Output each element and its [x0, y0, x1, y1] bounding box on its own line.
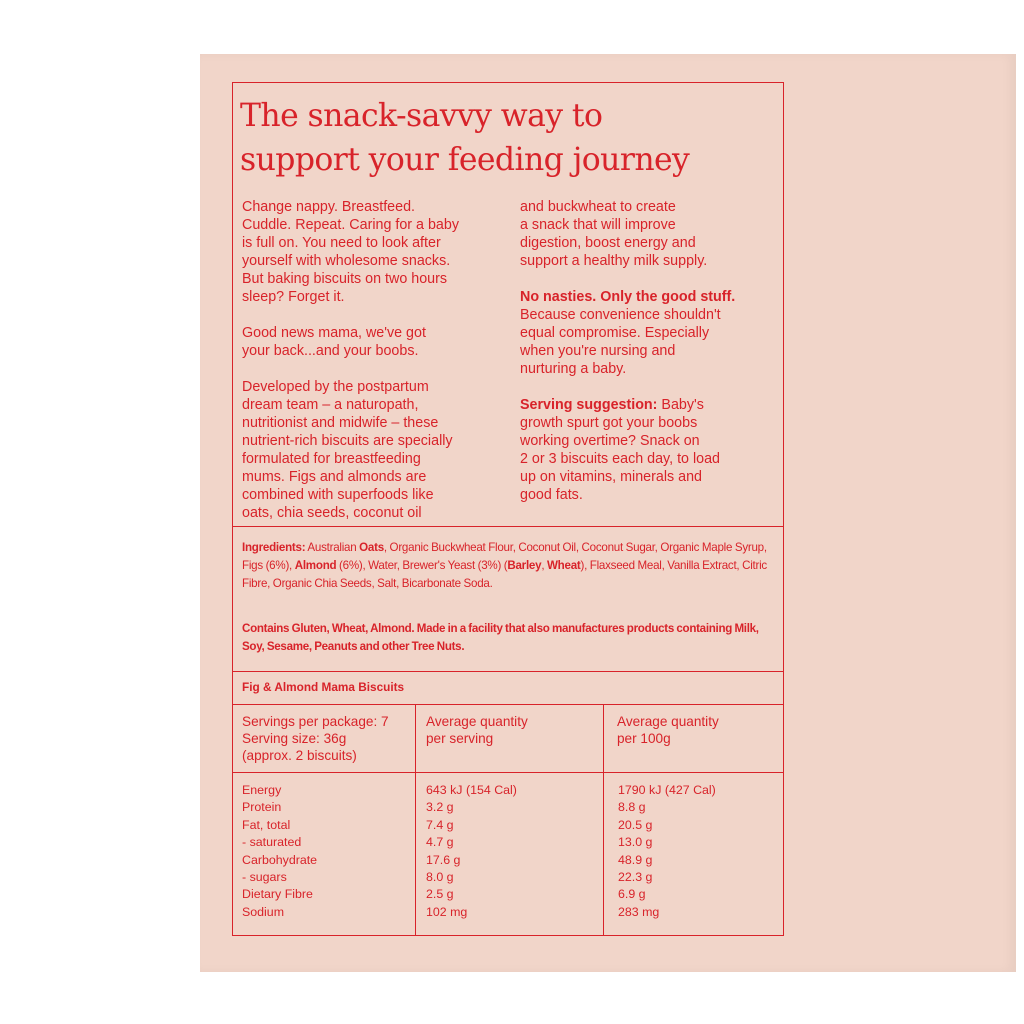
header-line: Average quantity: [426, 714, 528, 729]
developed-by-paragraph: [242, 378, 512, 522]
nutrient-value: 4.7 g: [426, 835, 454, 850]
header-line: per serving: [426, 730, 494, 746]
no-nasties-heading: No nasties. Only the good stuff.: [520, 289, 736, 305]
text-line: oats, chia seeds, coconut oil: [242, 505, 422, 521]
text-fragment: Baby's: [657, 397, 704, 413]
nutrient-name: Protein: [242, 800, 282, 815]
text-line: and buckwheat to create: [520, 199, 676, 215]
text-line: support a healthy milk supply.: [520, 253, 708, 269]
text-line: Cuddle. Repeat. Caring for a baby: [242, 217, 459, 233]
nutrient-value: 17.6 g: [426, 852, 461, 867]
text-line: a snack that will improve: [520, 217, 676, 233]
text-line: Good news mama, we've got: [242, 325, 426, 341]
text-fragment: , Organic Buckwheat Flour, Coconut Oil, Coconut Sugar, Organic Maple Syrup, Figs (6%),: [242, 541, 767, 572]
nutrient-name: Carbohydrate: [242, 852, 318, 867]
servings-info: [242, 714, 389, 764]
text-fragment: ,: [541, 559, 547, 572]
ingredients-label: Ingredients:: [242, 541, 306, 554]
text-line: good fats.: [520, 487, 583, 503]
divider: [232, 704, 784, 705]
text-line: growth spurt got your boobs: [520, 415, 698, 431]
column-divider: [603, 704, 604, 936]
text-line: nurturing a baby.: [520, 361, 627, 377]
text-line: Because convenience shouldn't: [520, 307, 721, 323]
good-news-paragraph: [242, 324, 512, 360]
text-line: when you're nursing and: [520, 343, 676, 359]
nutrient-names: [242, 782, 317, 921]
headline: [240, 94, 780, 182]
text-line: working overtime? Snack on: [520, 433, 700, 449]
nutrient-value: 283 mg: [618, 904, 660, 919]
nutrition-panel-title: Fig & Almond Mama Biscuits: [242, 680, 405, 694]
text-line: is full on. You need to look after: [242, 235, 441, 251]
text-line: nutrient-rich biscuits are specially: [242, 433, 453, 449]
text-line: formulated for breastfeeding: [242, 451, 421, 467]
divider: [232, 772, 784, 773]
nutrient-value: 6.9 g: [618, 887, 646, 902]
nutrient-value: 2.5 g: [426, 887, 454, 902]
allergen-statement: Contains Gluten, Wheat, Almond. Made in a facility that also manufactures products containing Milk, Soy, Sesame, Peanuts and other Tree Nuts.: [242, 622, 759, 653]
per-serving-values: [426, 782, 517, 921]
left-text-column: [242, 198, 512, 522]
text-line: sleep? Forget it.: [242, 289, 345, 305]
text-line: yourself with wholesome snacks.: [242, 253, 451, 269]
text-line: Developed by the postpartum: [242, 379, 429, 395]
nutrient-value: 48.9 g: [618, 852, 653, 867]
per-100g-values: [618, 782, 716, 921]
nutrient-value: 20.5 g: [618, 817, 653, 832]
nutrient-value: 102 mg: [426, 904, 468, 919]
serving-size: Serving size: 36g: [242, 730, 347, 746]
nutrient-name: - saturated: [242, 835, 302, 850]
text-line: dream team – a naturopath,: [242, 397, 419, 413]
nutrient-name: Fat, total: [242, 817, 291, 832]
allergen-almond: Almond: [294, 559, 337, 572]
text-fragment: ), Flaxseed Meal, Vanilla Extract, Citric Fibre, Organic Chia Seeds, Salt, Bicarbonate Soda.: [242, 559, 767, 590]
servings-per-package: Servings per package: 7: [242, 714, 389, 729]
nutrient-value: 22.3 g: [618, 870, 653, 885]
nutrient-value: 7.4 g: [426, 817, 454, 832]
header-line: per 100g: [617, 730, 671, 746]
nutrient-value: 8.8 g: [618, 800, 646, 815]
text-line: 2 or 3 biscuits each day, to load: [520, 451, 721, 467]
divider: [232, 526, 784, 527]
per-serving-header: [426, 714, 528, 748]
nutrient-value: 8.0 g: [426, 870, 454, 885]
per-100g-header: [617, 714, 719, 748]
text-line: Change nappy. Breastfeed.: [242, 199, 416, 215]
right-text-column: [520, 198, 780, 504]
intro-paragraph: [242, 198, 512, 306]
text-line: [520, 396, 780, 414]
no-nasties-paragraph: [520, 288, 780, 378]
text-line: your back...and your boobs.: [242, 343, 419, 359]
allergen-oats: Oats: [359, 541, 384, 554]
column-divider: [415, 704, 416, 936]
nutrient-value: 3.2 g: [426, 800, 454, 815]
text-line: combined with superfoods like: [242, 487, 434, 503]
nutrient-name: Dietary Fibre: [242, 887, 313, 902]
allergen-barley: Barley: [507, 559, 542, 572]
headline-line-2: support your feeding journey: [240, 142, 690, 178]
allergen-wheat: Wheat: [546, 559, 581, 572]
continuation-paragraph: [520, 198, 780, 270]
headline-line-1: The snack-savvy way to: [240, 98, 603, 134]
text-fragment: (6%), Water, Brewer's Yeast (3%) (: [336, 559, 508, 572]
text-line: nutritionist and midwife – these: [242, 415, 439, 431]
serving-approx: (approx. 2 biscuits): [242, 747, 357, 763]
text-line: digestion, boost energy and: [520, 235, 696, 251]
nutrient-name: Sodium: [242, 904, 285, 919]
text-fragment: Australian: [305, 541, 360, 554]
divider: [232, 671, 784, 672]
text-line: But baking biscuits on two hours: [242, 271, 448, 287]
nutrient-value: 643 kJ (154 Cal): [426, 783, 517, 797]
nutrient-name: - sugars: [242, 870, 287, 885]
ingredients-list: [242, 539, 770, 593]
serving-suggestion-heading: Serving suggestion:: [520, 397, 658, 413]
nutrient-value: 1790 kJ (427 Cal): [618, 783, 716, 797]
header-line: Average quantity: [617, 714, 719, 729]
text-line: equal compromise. Especially: [520, 325, 710, 341]
serving-suggestion-paragraph: [520, 396, 780, 504]
text-line: up on vitamins, minerals and: [520, 469, 702, 485]
nutrient-name: Energy: [242, 783, 282, 797]
nutrient-value: 13.0 g: [618, 835, 653, 850]
text-line: mums. Figs and almonds are: [242, 469, 427, 485]
